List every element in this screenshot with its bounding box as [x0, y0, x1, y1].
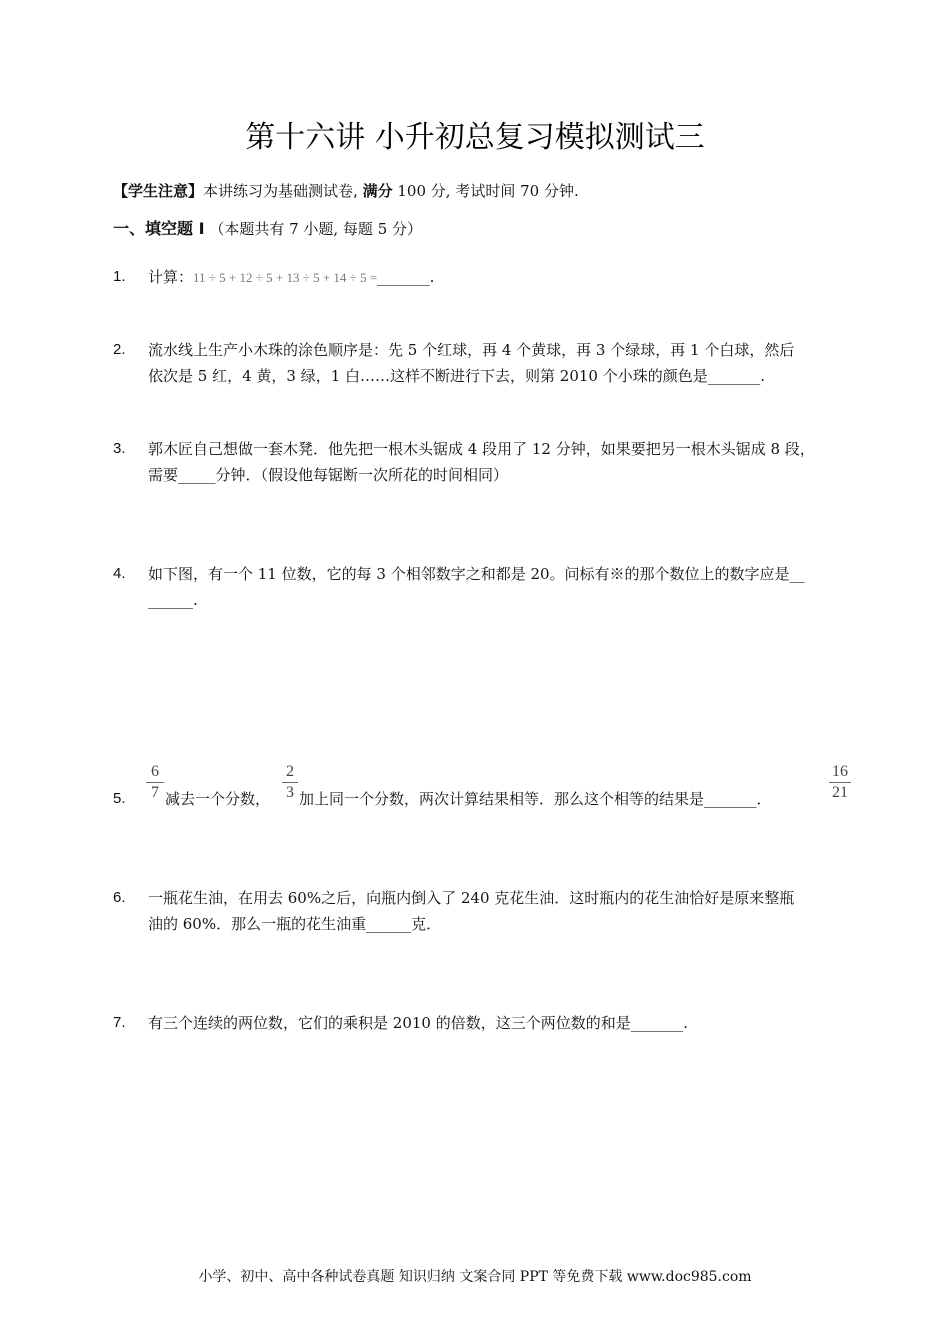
notice-text-a: 本讲练习为基础测试卷, — [203, 182, 358, 200]
question-line: 流水线上生产小木珠的涂色顺序是：先 5 个红球，再 4 个黄球，再 3 个绿球，再 1 个白球，然后 — [148, 341, 795, 359]
section-heading — [113, 216, 422, 239]
notice-full-label: 满分 — [362, 182, 393, 200]
question-4 — [113, 561, 873, 613]
question-number: 5. — [113, 790, 126, 807]
question-number: 4. — [113, 565, 126, 582]
question-number: 7. — [113, 1014, 126, 1031]
fraction-16-21: 16 21 — [829, 763, 851, 802]
page-title: 第十六讲 小升初总复习模拟测试三 — [245, 120, 705, 155]
question-line: 郭木匠自己想做一套木凳．他先把一根木头锯成 4 段用了 12 分钟，如果要把另一根木头锯成 8 段， — [148, 440, 815, 458]
question-part-1: 减去一个分数， — [165, 790, 271, 808]
notice-text-b: 100 分, — [397, 182, 451, 200]
notice-time-label: 考试时间 — [455, 182, 516, 200]
question-number: 3. — [113, 440, 126, 457]
question-number: 2. — [113, 341, 126, 358]
question-prefix: 计算： — [148, 268, 194, 286]
fraction-6-7: 6 7 — [146, 763, 164, 802]
question-7 — [113, 1010, 873, 1036]
question-line: 如下图，有一个 11 位数，它的每 3 个相邻数字之和都是 20。问标有※的那个数位上的数字应是__ — [148, 565, 805, 583]
question-line: 一瓶花生油，在用去 60%之后，向瓶内倒入了 240 克花生油．这时瓶内的花生油恰好是原来整瓶 — [148, 889, 795, 907]
student-notice — [113, 180, 579, 201]
question-part-2: 加上同一个分数，两次计算结果相等．那么这个相等的结果是_______． — [299, 790, 772, 808]
section-note: （本题共有 7 小题, 每题 5 分） — [209, 220, 423, 238]
question-3 — [113, 436, 873, 488]
notice-text-c: 70 分钟. — [520, 182, 579, 200]
fraction-2-3: 2 3 — [282, 763, 298, 802]
question-1 — [113, 264, 873, 291]
question-number: 1. — [113, 268, 126, 285]
question-line: 油的 60%．那么一瓶的花生油重______克． — [148, 915, 442, 933]
question-expression: 11 ÷ 5 + 12 ÷ 5 + 13 ÷ 5 + 14 ÷ 5 = — [193, 270, 378, 285]
question-line: 有三个连续的两位数，它们的乘积是 2010 的倍数，这三个两位数的和是_______. — [148, 1014, 688, 1032]
section-title: 一、填空题 I — [113, 219, 205, 238]
question-line: 依次是 5 红，4 黄，3 绿，1 白……这样不断进行下去，则第 2010 个小珠的颜色是_______. — [148, 367, 765, 385]
question-number: 6. — [113, 889, 126, 906]
question-2 — [113, 337, 873, 389]
question-line: ______. — [148, 591, 198, 609]
notice-label: 【学生注意】 — [113, 182, 204, 200]
page-footer: 小学、初中、高中各种试卷真题 知识归纳 文案合同 PPT 等免费下载 www.doc985.com — [198, 1269, 752, 1285]
question-line: 需要_____分钟．（假设他每锯断一次所花的时间相同） — [148, 466, 509, 484]
question-6 — [113, 885, 873, 937]
answer-blank: _______. — [377, 268, 435, 286]
